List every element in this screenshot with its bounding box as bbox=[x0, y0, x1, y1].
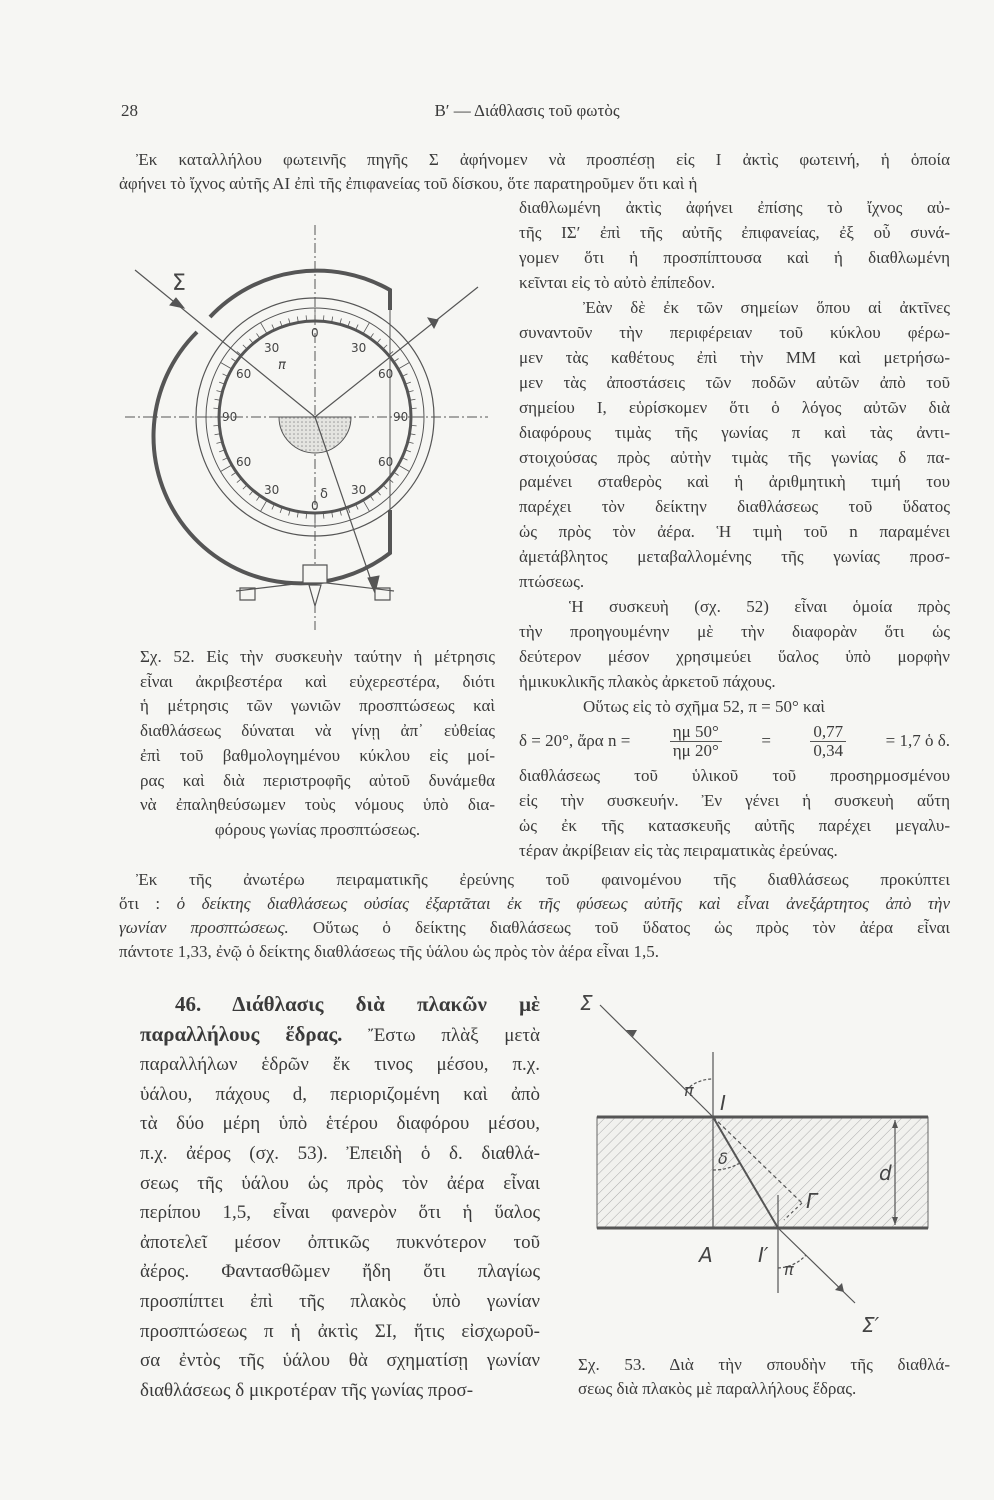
text-line bbox=[119, 916, 950, 940]
scale-label: 30 bbox=[351, 341, 367, 355]
text-line: παραλλήλων ἑδρῶν ἔκ τινος μέσου, π.χ. bbox=[140, 1054, 540, 1076]
text-line: διαφόρους τιμὰς τῆς γωνίας π καὶ τὰς ἀντι- bbox=[519, 422, 950, 442]
text-line: στοιχούσας πρὸς αὐτὴν τιμὰς τῆς γωνίας δ πα- bbox=[519, 447, 950, 467]
text-line: τὰ δύο μέρη ὑπὸ ἑτέρου διαφόρου μέσου, bbox=[140, 1113, 540, 1135]
text-segment: Ἔστω πλὰξ μετὰ bbox=[342, 1024, 540, 1046]
label-sigma: Σ bbox=[172, 271, 186, 296]
text-segment: ὅτι : bbox=[119, 894, 177, 913]
section-46-body bbox=[140, 1050, 540, 1405]
text-line: μεν τὰς καθέτους ἐπὶ τὴν ΜΜ καὶ μετρήσω- bbox=[519, 347, 950, 367]
text-line: σημείου Ι, εὑρίσκομεν ὅτι ὁ λόγος αὐτῶν διὰ bbox=[519, 397, 950, 417]
degree-tick bbox=[394, 358, 399, 361]
text-line: Ἡ συσκευὴ (σχ. 52) εἶναι ὁμοία πρὸς bbox=[569, 597, 950, 617]
scale-label: 60 bbox=[236, 455, 252, 469]
fraction-denominator: ημ 20° bbox=[672, 740, 719, 760]
degree-tick bbox=[323, 513, 324, 519]
text-line: διαθλωμένη ἀκτὶς ἀφήνει ἐπίσης τὸ ἴχνος αὐ- bbox=[519, 198, 950, 217]
figure-53-parallel-plate-diagram bbox=[570, 990, 950, 1350]
section-heading: 46. Διάθλασις διὰ πλακῶν μὲ bbox=[175, 992, 540, 1016]
text-line bbox=[119, 892, 950, 916]
label-sigma-prime: Σ′ bbox=[862, 1313, 880, 1337]
reflected-arrow bbox=[428, 318, 438, 328]
text-line: ἡ μέτρησις τῶν γωνιῶν προσπτώσεως καὶ bbox=[140, 696, 495, 716]
text-line: διαθλάσεως δύναται νὰ γίνῃ ἀπ᾽ εὐθείας bbox=[140, 721, 495, 741]
text-line: τέραν ἀκρίβειαν εἰς τὰς πειραματικὰς ἐρεύνας. bbox=[519, 841, 838, 860]
text-line: μεν τὰς ἀποστάσεις τῶν ποδῶν αὐτῶν ἀπὸ τοῦ bbox=[519, 372, 950, 392]
text-line: προσπτώσεως π ἡ ἀκτὶς ΣΙ, ἥτις εἰσχωροῦ- bbox=[140, 1320, 540, 1342]
degree-tick bbox=[261, 500, 268, 511]
text-line: ἀμετάβλητος μεταβαλλομένης τῆς γωνίας προσ- bbox=[519, 547, 950, 567]
section-heading: παραλλήλους ἕδρας. bbox=[140, 1021, 343, 1046]
refractive-index-formula bbox=[519, 722, 950, 760]
label-pi-emergence: π bbox=[784, 1260, 794, 1279]
text-line: διαθλάσεως δ μικροτέραν τῆς γωνίας προσ- bbox=[140, 1379, 474, 1401]
reflected-ray bbox=[315, 287, 478, 417]
degree-tick bbox=[377, 339, 381, 344]
text-line: τῆς ΙΣ′ ἐπὶ τῆς αὐτῆς ἐπιφανείας, ἐξ οὗ συνά- bbox=[519, 222, 950, 242]
text-line: νὰ ἐπαληθεύσωμεν τοὺς νόμους ὑπὸ δια- bbox=[140, 795, 495, 815]
scale-label: 30 bbox=[264, 341, 280, 355]
running-title: Β′ — Διάθλασις τοῦ φωτὸς bbox=[434, 101, 620, 120]
degree-tick bbox=[213, 408, 219, 409]
law-statement-italic: ὁ δείκτης διαθλάσεως οὐσίας ἐξαρτᾶται ἐκ τῆς φύσεως αὐτῆς καὶ εἶναι ἀνεξάρτητος ἀπὸ τὴν bbox=[176, 894, 950, 913]
degree-tick bbox=[231, 358, 236, 361]
label-pi-incidence: π bbox=[684, 1081, 694, 1100]
text-line: γομεν ὅτι ἡ προσπίπτουσα καὶ ἡ διαθλωμένη bbox=[519, 247, 950, 267]
text-line: τὴν προηγουμένην μὲ τὴν διαφορὰν ὅτι ὡς bbox=[519, 622, 950, 642]
text-line: ὑάλου, πάχους d, περιοριζομένη καὶ ἀπὸ bbox=[140, 1083, 540, 1105]
text-line: περίπου 1,5, εἶναι φανερὸν ὅτι ἡ ὕαλος bbox=[140, 1202, 540, 1224]
scale-label: 60 bbox=[378, 367, 394, 381]
text-line: διαθλάσεως τοῦ ὑλικοῦ τοῦ προσηρμοσμένου bbox=[519, 766, 950, 785]
law-statement-italic: γωνίαν προσπτώσεως. bbox=[119, 918, 289, 937]
semicircular-glass bbox=[279, 417, 351, 453]
text-line: δεύτερον μέσον χρησιμεύει ὕαλος ὑπὸ μορφὴν bbox=[519, 647, 950, 667]
scale-label: 90 bbox=[393, 410, 409, 424]
label-delta: δ bbox=[320, 487, 328, 502]
stand bbox=[236, 565, 394, 606]
label-pi: π bbox=[278, 358, 286, 373]
text-line: ὡς ἐκ τῆς κατασκευῆς αὐτῆς παρέχει μεγαλυ- bbox=[519, 816, 950, 835]
right-column-text bbox=[519, 196, 950, 720]
section-46 bbox=[140, 990, 540, 1405]
degree-tick bbox=[370, 333, 373, 338]
text-line: προσπίπτει ἐπὶ τῆς πλακὸς ὑπὸ γωνίαν bbox=[140, 1290, 540, 1312]
conclusion-paragraph bbox=[119, 868, 950, 964]
formula-result: = 1,7 ὁ δ. bbox=[885, 731, 950, 750]
text-line: εἰς τὴν συσκευήν. Ἐν γένει ἡ συσκευὴ αὕτη bbox=[519, 791, 950, 810]
degree-tick bbox=[411, 425, 417, 426]
scale-label: 60 bbox=[378, 455, 394, 469]
scale-label: 30 bbox=[264, 483, 280, 497]
label-d: d bbox=[879, 1161, 892, 1185]
page-number: 28 bbox=[121, 101, 138, 120]
degree-tick bbox=[306, 513, 307, 519]
text-line: κεῖνται εἰς τὸ αὐτὸ ἐπίπεδον. bbox=[519, 272, 716, 292]
text-line: παρέχει τὸν δείκτην διαθλάσεως τοῦ ὕδατος bbox=[519, 497, 950, 517]
fraction-sines bbox=[670, 723, 722, 760]
right-column-end-text bbox=[519, 763, 950, 863]
degree-tick bbox=[243, 485, 247, 489]
text-line: ἀφήνει τὸ ἴχνος αὐτῆς ΑΙ ἐπὶ τῆς ἐπιφανείας τοῦ δίσκου, ὅτε παρατηροῦμεν ὅτι καὶ ἡ bbox=[119, 174, 698, 194]
degree-tick bbox=[323, 315, 324, 321]
text-line: ρας καὶ διὰ περιστροφῆς αὐτοῦ δυνάμεθα bbox=[140, 770, 495, 790]
degree-tick bbox=[377, 491, 381, 496]
degree-tick bbox=[243, 345, 247, 349]
top-paragraph bbox=[119, 148, 950, 197]
text-line: ἀέρος. Φαντασθῶμεν ἤδη ὅτι πλαγίως bbox=[140, 1261, 540, 1283]
degree-tick bbox=[256, 333, 259, 338]
text-segment: Οὕτως ὁ δείκτης διαθλάσεως τοῦ ὕδατος ὡς πρὸς τὸν ἀέρα εἶναι bbox=[288, 918, 950, 937]
degree-tick bbox=[221, 465, 232, 472]
degree-tick bbox=[411, 408, 417, 409]
label-delta: δ bbox=[718, 1149, 728, 1168]
text-line bbox=[140, 1020, 540, 1051]
degree-tick bbox=[363, 500, 370, 511]
label-I: I bbox=[720, 1091, 726, 1115]
label-gamma: Γ bbox=[806, 1189, 818, 1213]
text-line: Ἐκ τῆς ἀνωτέρω πειραματικῆς ἐρεύνης τοῦ φαινομένου τῆς διαθλάσεως προκύπτει bbox=[136, 870, 950, 889]
fraction-numerator: 0,77 bbox=[810, 723, 846, 742]
text-line: σεως διὰ πλακὸς μὲ παραλλήλους ἕδρας. bbox=[578, 1379, 857, 1398]
degree-tick bbox=[394, 472, 399, 475]
degree-tick bbox=[383, 345, 387, 349]
scale-label: 30 bbox=[351, 483, 367, 497]
scale-label: 60 bbox=[236, 367, 252, 381]
degree-tick bbox=[383, 485, 387, 489]
text-line: Ἐκ καταλλήλου φωτεινῆς πηγῆς Σ ἀφήνομεν νὰ προσπέσῃ εἰς Ι ἀκτὶς φωτεινή, ἡ ὁποία bbox=[136, 150, 950, 169]
degree-tick bbox=[256, 496, 259, 501]
text-line: εἶναι ἀκριβεστέρα καὶ εὐχερεστέρα, διότι bbox=[140, 671, 495, 691]
degree-tick bbox=[213, 425, 219, 426]
text-line: π.χ. ἀέρος (σχ. 53). Ἐπειδὴ ὁ δ. διαθλά- bbox=[140, 1142, 540, 1164]
figure-52-refractometer-diagram bbox=[110, 220, 500, 640]
fraction-numerator: ημ 50° bbox=[670, 723, 722, 742]
text-line: Σχ. 52. Εἰς τὴν συσκευὴν ταύτην ἡ μέτρησις bbox=[140, 647, 495, 666]
degree-tick bbox=[398, 363, 409, 370]
text-line: ὡς πρὸς τὸν ἀέρα. Ἡ τιμὴ τοῦ n παραμένει bbox=[519, 522, 950, 542]
scale-label: 0 bbox=[311, 499, 319, 513]
text-line: φόρους γωνίας προσπτώσεως. bbox=[214, 819, 421, 839]
housing-top-arc bbox=[210, 271, 390, 317]
incident-ray bbox=[600, 1005, 713, 1117]
text-line: ραμένει σταθερὸς καὶ ἡ ἀριθμητικὴ τιμή του bbox=[519, 472, 950, 492]
formula-lead: δ = 20°, ἄρα n = bbox=[519, 731, 631, 750]
incident-ray bbox=[135, 270, 315, 417]
label-A: A bbox=[699, 1243, 713, 1267]
text-line: ἐπὶ τοῦ βαθμολογημένου κύκλου εἰς μοί- bbox=[140, 745, 495, 765]
text-line: συναντοῦν τὴν περιφέρειαν τοῦ κύκλου φέρω- bbox=[519, 322, 950, 342]
degree-tick bbox=[389, 479, 394, 483]
figure-52-caption bbox=[140, 645, 495, 843]
text-line: πάντοτε 1,33, ἐνῷ ὁ δείκτης διαθλάσεως τῆς ὑάλου ὡς πρὸς τὸν ἀέρα εἶναι 1,5. bbox=[119, 942, 659, 961]
figure-53-caption bbox=[578, 1353, 950, 1401]
text-line: πτώσεως. bbox=[519, 572, 585, 592]
scale-label: 0 bbox=[311, 326, 319, 340]
degree-tick bbox=[261, 323, 268, 334]
fraction-values bbox=[810, 723, 846, 760]
degree-tick bbox=[370, 496, 373, 501]
text-line: ἡμικυκλικῆς πλακὸς ἀρκετοῦ πάχους. bbox=[519, 672, 776, 692]
degree-tick bbox=[221, 363, 232, 370]
scale-label: 90 bbox=[222, 410, 238, 424]
incident-arrow bbox=[170, 298, 184, 308]
degree-tick bbox=[249, 491, 253, 496]
text-line: Οὕτως εἰς τὸ σχῆμα 52, π = 50° καὶ bbox=[583, 697, 825, 717]
degree-tick bbox=[249, 339, 253, 344]
text-line: σεως τῆς ὑάλου ὡς πρὸς τὸν ἀέρα εἶναι bbox=[140, 1172, 540, 1194]
degree-tick bbox=[363, 323, 370, 334]
degree-tick bbox=[237, 479, 242, 483]
degree-tick bbox=[231, 472, 236, 475]
degree-tick bbox=[306, 315, 307, 321]
text-line: Ἐὰν δὲ ἐκ τῶν σημείων ὅπου αἱ ἀκτῖνες bbox=[583, 297, 950, 317]
label-sigma: Σ bbox=[580, 991, 593, 1015]
text-line: σα ἐντὸς τῆς ὑάλου θὰ σχηματίσῃ γωνίαν bbox=[140, 1350, 540, 1372]
text-line: ἀποτελεῖ μέσον ὀπτικῶς πυκνότερον τοῦ bbox=[140, 1231, 540, 1253]
text-line: Σχ. 53. Διὰ τὴν σπουδὴν τῆς διαθλά- bbox=[578, 1355, 950, 1374]
housing-left-arc bbox=[154, 332, 390, 583]
label-I-prime: I′ bbox=[758, 1243, 769, 1267]
degree-tick bbox=[398, 465, 409, 472]
formula-equals: = bbox=[761, 731, 771, 750]
fraction-denominator: 0,34 bbox=[813, 740, 844, 760]
